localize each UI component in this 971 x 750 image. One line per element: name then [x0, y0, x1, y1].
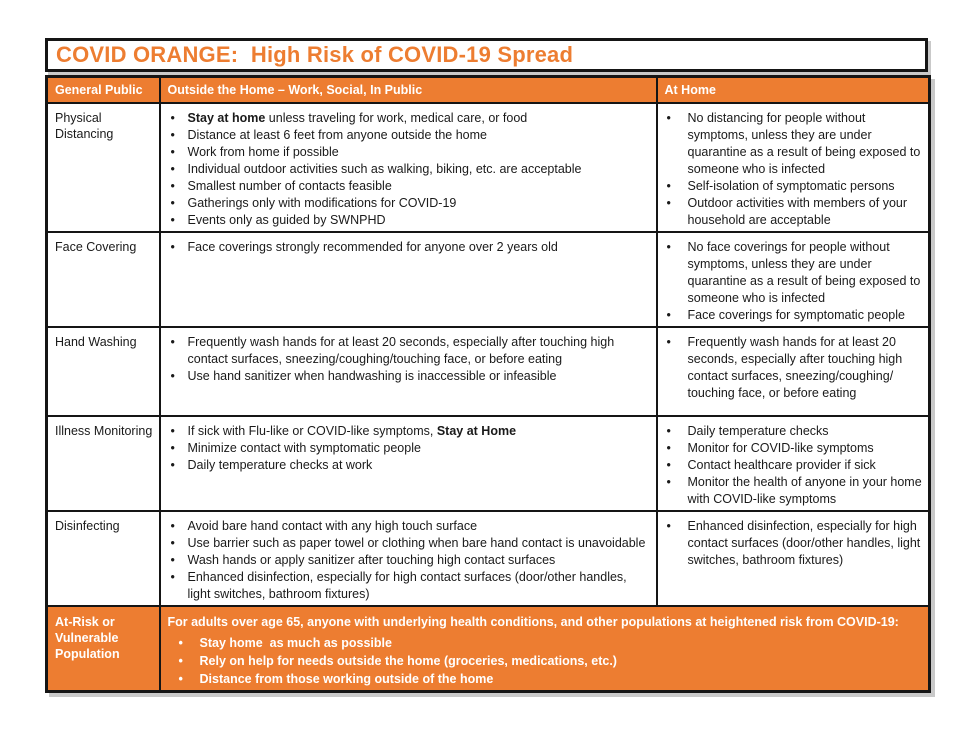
bullet-item: • No distancing for people without symptoms, unless they are under quarantine as a result of being exposed to someone who is infected — [658, 110, 923, 178]
row-label: Physical Distancing — [47, 103, 160, 232]
bullet-item: • Monitor the health of anyone in your home with COVID-like symptoms — [658, 474, 923, 508]
bullet-item: • Individual outdoor activities such as walking, biking, etc. are acceptable — [161, 161, 650, 178]
cell-outside-home — [160, 232, 657, 327]
at-risk-intro: For adults over age 65, anyone with underlying health conditions, and other populations at heightened risk from COVID-19: — [167, 614, 899, 629]
cell-at-risk-guidance — [160, 606, 930, 692]
bullet-list — [658, 239, 923, 324]
table-row-physical-distancing — [47, 103, 930, 232]
bullet-item: • Outdoor activities with members of your household are acceptable — [658, 195, 923, 229]
bullet-item: • Avoid bare hand contact with any high touch surface — [161, 518, 650, 535]
row-label: Hand Washing — [47, 327, 160, 416]
bullet-item: • Use barrier such as paper towel or clothing when bare hand contact is unavoidable — [161, 535, 650, 552]
cell-at-home — [657, 232, 930, 327]
cell-outside-home — [160, 327, 657, 416]
bullet-item: • Rely on help for needs outside the home (groceries, medications, etc.) — [161, 652, 923, 670]
bullet-item: • Distance at least 6 feet from anyone outside the home — [161, 127, 650, 144]
header-general-public: General Public — [47, 77, 160, 103]
cell-outside-home — [160, 511, 657, 606]
cell-at-home — [657, 511, 930, 606]
bullet-item: • Monitor for COVID-like symptoms — [658, 440, 923, 457]
cell-at-home — [657, 103, 930, 232]
bullet-item: • Minimize contact with symptomatic people — [161, 440, 650, 457]
bullet-item: • Frequently wash hands for at least 20 seconds, especially after touching high contact surfaces, sneezing/coughing/ touching face, or before eating — [658, 334, 923, 402]
bullet-list — [658, 423, 923, 508]
bullet-item: • Frequently wash hands for at least 20 seconds, especially after touching high contact surfaces, sneezing/coughing/touching face, or before eating — [161, 334, 650, 368]
table-row-hand-washing — [47, 327, 930, 416]
covid-guidance-table — [45, 75, 931, 693]
bullet-item: • Work from home if possible — [161, 144, 650, 161]
bullet-list — [161, 634, 923, 688]
bullet-list — [161, 334, 650, 385]
bullet-item: • Daily temperature checks — [658, 423, 923, 440]
table-row-illness-monitoring — [47, 416, 930, 511]
bullet-item: • Gatherings only with modifications for COVID-19 — [161, 195, 650, 212]
row-label: At-Risk or Vulnerable Population — [47, 606, 160, 692]
header-row — [47, 77, 930, 103]
bullet-item: • Face coverings strongly recommended for anyone over 2 years old — [161, 239, 650, 256]
bullet-item: • Stay home as much as possible — [161, 634, 923, 652]
table-row-face-covering — [47, 232, 930, 327]
page-title: COVID ORANGE: High Risk of COVID-19 Spread — [56, 42, 574, 67]
bullet-item: • Use hand sanitizer when handwashing is inaccessible or infeasible — [161, 368, 650, 385]
cell-at-home — [657, 327, 930, 416]
bullet-list — [161, 239, 650, 256]
header-outside-home: Outside the Home – Work, Social, In Public — [160, 77, 657, 103]
bullet-list — [658, 334, 923, 402]
bullet-list — [658, 518, 923, 569]
bullet-list — [658, 110, 923, 229]
bullet-item: • Stay at home unless traveling for work, medical care, or food — [161, 110, 650, 127]
bullet-item: • Face coverings for symptomatic people — [658, 307, 923, 324]
table-row-disinfecting — [47, 511, 930, 606]
row-label: Face Covering — [47, 232, 160, 327]
bullet-list — [161, 110, 650, 229]
bullet-item: • Distance from those working outside of the home — [161, 670, 923, 688]
cell-outside-home — [160, 416, 657, 511]
bullet-list — [161, 518, 650, 603]
cell-outside-home — [160, 103, 657, 232]
document-title-bar — [45, 38, 928, 72]
bullet-item: • No face coverings for people without symptoms, unless they are under quarantine as a result of being exposed to someone who is infected — [658, 239, 923, 307]
table-row-at-risk-population — [47, 606, 930, 692]
bullet-item: • Contact healthcare provider if sick — [658, 457, 923, 474]
bullet-item: • Smallest number of contacts feasible — [161, 178, 650, 195]
bullet-item: • Daily temperature checks at work — [161, 457, 650, 474]
bullet-item: • Enhanced disinfection, especially for high contact surfaces (door/other handles, light switches, bathroom fixtures) — [161, 569, 650, 603]
bullet-item: • Self-isolation of symptomatic persons — [658, 178, 923, 195]
bullet-item: • Events only as guided by SWNPHD — [161, 212, 650, 229]
bullet-item: • Wash hands or apply sanitizer after touching high contact surfaces — [161, 552, 650, 569]
row-label: Illness Monitoring — [47, 416, 160, 511]
cell-at-home — [657, 416, 930, 511]
bullet-list — [161, 423, 650, 474]
bullet-item: • If sick with Flu-like or COVID-like symptoms, Stay at Home — [161, 423, 650, 440]
bullet-item: • Enhanced disinfection, especially for high contact surfaces (door/other handles, light switches, bathroom fixtures) — [658, 518, 923, 569]
row-label: Disinfecting — [47, 511, 160, 606]
header-at-home: At Home — [657, 77, 930, 103]
